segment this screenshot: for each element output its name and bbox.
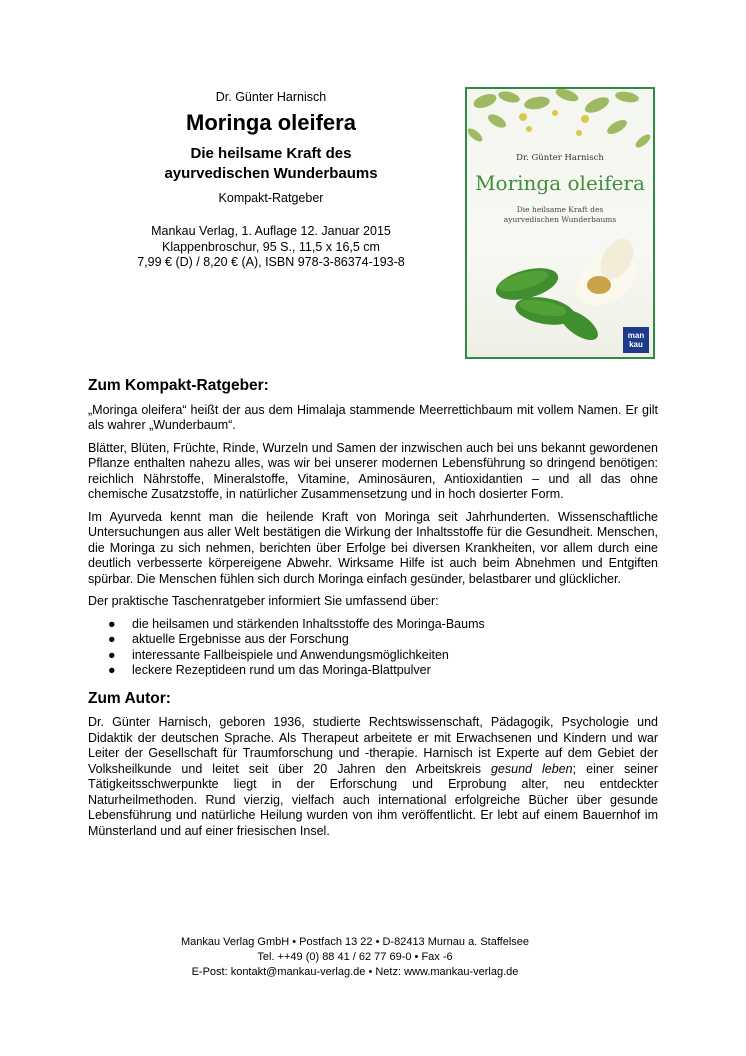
book-subtitle-line1: Die heilsame Kraft des xyxy=(190,145,352,162)
list-item-text: aktuelle Ergebnisse aus der Forschung xyxy=(132,632,349,646)
author-bio-part2: ; einer seiner Tätigkeitsschwerpunkte liegt in der Erforschung und Erprobung alter, neu entdeckter Naturheilmethoden. Rund vierzig, vielfach auch international erfolgreiche Bücher über gesunde Lebensführung und natürliche Heilung wurden von ihm veröffentlicht. Er lebt auf einem Bauernhof im Münsterland und auf einer friesischen Insel. xyxy=(88,761,658,838)
main-content xyxy=(88,378,658,846)
list-item-text: interessante Fallbeispiele und Anwendungsmöglichkeiten xyxy=(132,647,449,662)
book-title: Moringa oleifera xyxy=(186,110,356,135)
list-item xyxy=(88,648,658,664)
bullet-icon: ● xyxy=(108,647,116,662)
publisher-logo xyxy=(623,327,649,353)
author-bio xyxy=(88,715,658,839)
publisher-footer xyxy=(120,935,590,980)
footer-contact: E-Post: kontakt@mankau-verlag.de • Netz: www.mankau-verlag.de xyxy=(191,966,519,978)
section-heading-autor: Zum Autor: xyxy=(88,689,171,707)
paragraph: „Moringa oleifera“ heißt der aus dem Himalaja stammende Meerrettichbaum mit vollem Namen. Er gilt als wahrer „Wunderbaum“. xyxy=(88,402,658,432)
list-item xyxy=(88,632,658,648)
author-bio-part1: Dr. Günter Harnisch, geboren 1936, studierte Rechtswissenschaft, Pädagogik, Psychologie und Didaktik der deutschen Sprache. Als Therapeut arbeitete er mit Erwachsenen und Kindern und war Leiter der Gesellschaft für Traumforschung und -therapie. Harnisch ist Experte auf dem Gebiet der Volksheilkunde und leitet seit über 20 Jahren den Arbeitskreis xyxy=(88,715,658,776)
paragraph: Im Ayurveda kennt man die heilende Kraft von Moringa seit Jahrhunderten. Wissenschaftliche Untersuchungen aus aller Welt bestätigen die Wirkung der Inhaltsstoffe für die Gesundheit. Menschen, die Moringa zu sich nehmen, berichten über Erfolge bei diversen Krankheiten, vor allem durch eine deutlich verbesserte körpereigene Abwehr. Wirksame Hilfe ist auch beim Abnehmen und Entgiften spürbar. Die Menschen fühlen sich durch Moringa einfach gesünder, belastbarer und glücklicher. xyxy=(88,509,658,586)
bib-format: Klappenbroschur, 95 S., 11,5 x 16,5 cm xyxy=(162,239,380,254)
cover-subtitle-line2: ayurvedischen Wunderbaums xyxy=(503,215,617,224)
bullet-icon: ● xyxy=(108,616,116,631)
cover-subtitle xyxy=(467,205,653,225)
bullet-icon: ● xyxy=(108,632,116,646)
author-bio-italic: gesund leben xyxy=(490,761,573,776)
cover-author: Dr. Günter Harnisch xyxy=(516,153,604,163)
list-item xyxy=(88,617,658,633)
paragraph: Blätter, Blüten, Früchte, Rinde, Wurzeln und Samen der inzwischen auch bei uns bekannt gewordenen Pflanze enthalten nahezu alles, was wir bei unserer modernen Lebensführung so dringend benötigen: reichlich Nährstoffe, Mineralstoffe, Vitamine, Aminosäuren, Antioxidantien – und all das ohne chemische Zusatzstoffe, in natürlicher Zusammensetzung und in hoch dosierter Form. xyxy=(88,440,658,501)
cover-title: Moringa oleifera xyxy=(475,171,645,195)
bib-price-isbn: 7,99 € (D) / 8,20 € (A), ISBN 978-3-86374-193-8 xyxy=(137,255,405,269)
bib-publisher: Mankau Verlag, 1. Auflage 12. Januar 2015 xyxy=(151,224,391,238)
list-item xyxy=(88,663,658,679)
logo-line1: man xyxy=(627,331,645,340)
bibliographic-info xyxy=(120,224,422,271)
author-name: Dr. Günter Harnisch xyxy=(215,90,327,104)
footer-address: Mankau Verlag GmbH • Postfach 13 22 • D-82413 Murnau a. Staffelsee xyxy=(180,936,530,948)
footer-phone: Tel. ++49 (0) 88 41 / 62 77 69-0 • Fax -6 xyxy=(257,951,453,963)
topic-list xyxy=(88,617,658,679)
list-item-text: die heilsamen und stärkenden Inhaltsstoffe des Moringa-Baums xyxy=(132,616,485,631)
cover-subtitle-line1: Die heilsame Kraft des xyxy=(516,205,604,214)
section-heading-ratgeber: Zum Kompakt-Ratgeber: xyxy=(88,377,269,394)
book-series: Kompakt-Ratgeber xyxy=(218,191,324,205)
book-cover-image xyxy=(465,87,655,359)
bullet-icon: ● xyxy=(108,663,116,677)
paragraph: Der praktische Taschenratgeber informiert Sie umfassend über: xyxy=(88,594,439,608)
logo-line2: kau xyxy=(629,340,643,349)
list-item-text: leckere Rezeptideen rund um das Moringa-Blattpulver xyxy=(132,663,431,677)
book-header xyxy=(120,90,422,271)
book-subtitle-line2: ayurvedischen Wunderbaums xyxy=(164,165,378,182)
